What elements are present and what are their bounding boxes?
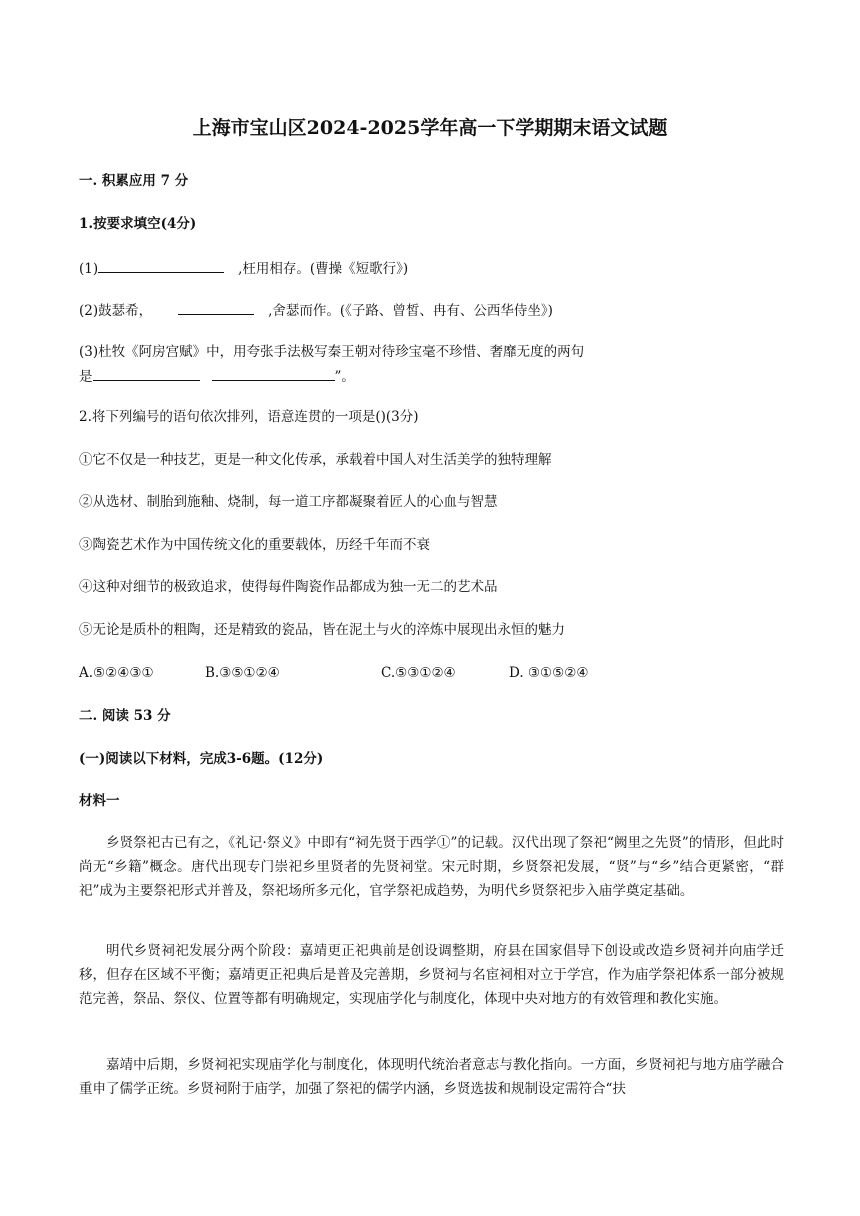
option-d[interactable]: D. ③①⑤②④ xyxy=(509,665,589,681)
item2-suffix: ,舍瑟而作。(《子路、曾皙、冉有、公西华侍坐》) xyxy=(268,303,553,319)
page-title: 上海市宝山区2024-2025学年高一下学期期末语文试题 xyxy=(192,117,668,139)
paragraph-3: 嘉靖中后期，乡贤祠祀实现庙学化与制度化，体现明代统治者意志与教化指向。一方面，乡贤祠祀与地方庙学融合重申了儒学正统。乡贤祠附于庙学，加强了祭祀的儒学内涵，乡贤选拔和规制设定需符合“扶 xyxy=(79,1057,784,1097)
question1-item2 xyxy=(79,300,553,320)
answer-blank[interactable] xyxy=(178,300,254,315)
sentence-1: ①它不仅是一种技艺，更是一种文化传承，承载着中国人对生活美学的独特理解 xyxy=(79,452,552,468)
sentence-2: ②从选材、制胎到施釉、烧制，每一道工序都凝聚着匠人的心血与智慧 xyxy=(79,494,498,510)
item2-prefix: (2)鼓瑟希， xyxy=(79,303,153,319)
sentence-4: ④这种对细节的极致追求，使得每件陶瓷作品都成为独一无二的艺术品 xyxy=(79,579,498,595)
question1-item1 xyxy=(79,258,408,278)
paragraph-1: 乡贤祭祀古已有之，《礼记·祭义》中即有“祠先贤于西学①”的记载。汉代出现了祭祀“阙里之先贤”的情形，但此时尚无“乡籍”概念。唐代出现专门崇祀乡里贤者的先贤祠堂。宋元时期，乡贤祭祀发展，“贤”与“乡”结合更紧密，“群祀”成为主要祭祀形式并普及，祭祀场所多元化，官学祭祀成趋势，为明代乡贤祭祀步入庙学奠定基础。 xyxy=(79,835,784,899)
answer-blank[interactable] xyxy=(93,366,200,381)
question1-item3-line2 xyxy=(79,366,355,386)
paragraph-2: 明代乡贤祠祀发展分两个阶段：嘉靖更正祀典前是创设调整期，府县在国家倡导下创设或改造乡贤祠并向庙学迁移，但存在区域不平衡；嘉靖更正祀典后是普及完善期，乡贤祠与名宦祠相对立于学宫，作为庙学祭祀体系一部分被规范完善，祭品、祭仪、位置等都有明确规定，实现庙学化与制度化，体现中央对地方的有效管理和教化实施。 xyxy=(79,943,784,1007)
item3-suffix: ”。 xyxy=(334,369,355,385)
question1-label: 1.按要求填空(4分) xyxy=(79,216,197,232)
sentence-3: ③陶瓷艺术作为中国传统文化的重要载体，历经千年而不衰 xyxy=(79,537,430,553)
section2-heading: 二. 阅读 53 分 xyxy=(79,708,171,724)
item3-prefix: 是 xyxy=(79,369,93,385)
option-a[interactable]: A.⑤②④③① xyxy=(79,665,154,681)
section1-heading: 一. 积累应用 7 分 xyxy=(79,173,189,189)
answer-blank[interactable] xyxy=(212,366,335,381)
item1-suffix: ,枉用相存。(曹操《短歌行》) xyxy=(238,261,409,277)
material-label: 材料一 xyxy=(79,793,120,809)
option-c[interactable]: C.⑤③①②④ xyxy=(381,665,456,681)
answer-blank[interactable] xyxy=(98,258,224,273)
question2-label: 2.将下列编号的语句依次排列，语意连贯的一项是()(3分) xyxy=(79,409,419,425)
item1-prefix: (1) xyxy=(79,261,99,277)
part1-heading: (一)阅读以下材料，完成3-6题。(12分) xyxy=(79,751,324,767)
option-b[interactable]: B.③⑤①②④ xyxy=(205,665,280,681)
sentence-5: ⑤无论是质朴的粗陶，还是精致的瓷品，皆在泥土与火的淬炼中展现出永恒的魅力 xyxy=(79,622,565,638)
question1-item3-line1: (3)杜牧《阿房宫赋》中，用夸张手法极写秦王朝对待珍宝毫不珍惜、奢靡无度的两句 xyxy=(79,344,585,360)
